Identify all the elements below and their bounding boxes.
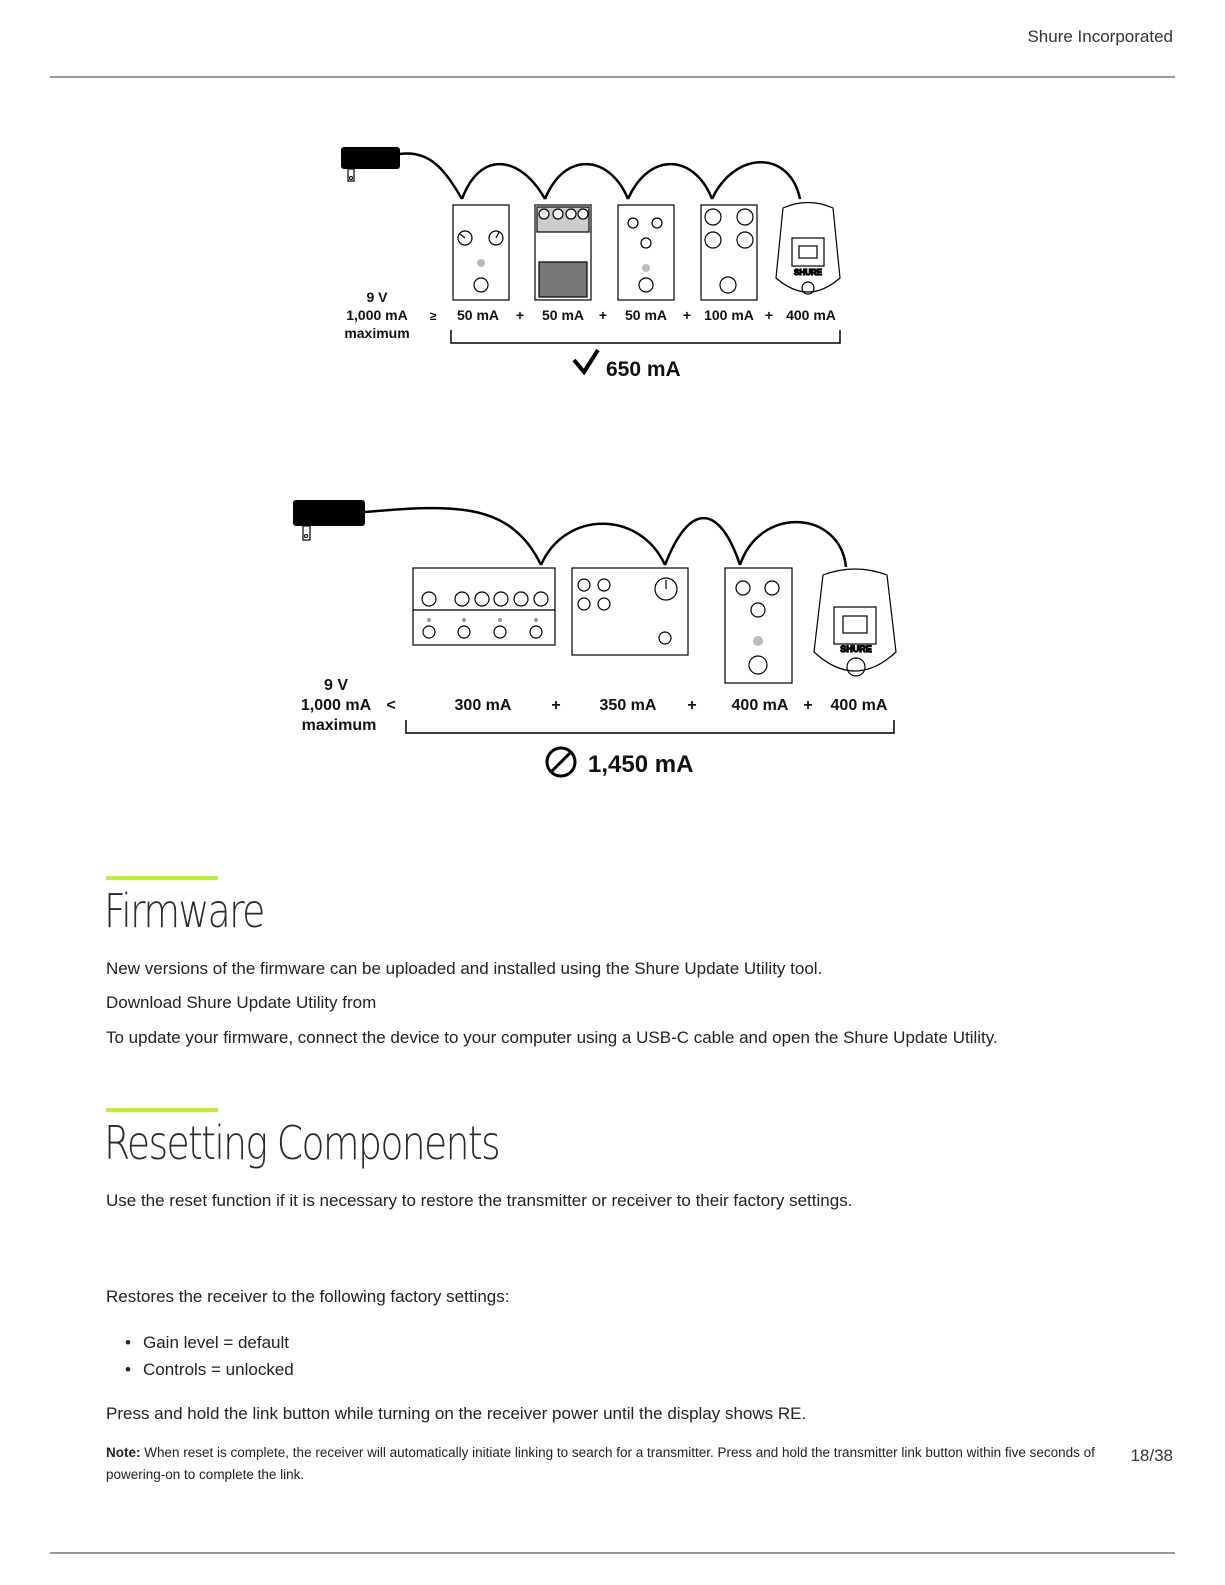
- sum-bracket: [451, 330, 840, 343]
- plus-sign: +: [515, 307, 525, 323]
- reset-heading: Resetting Components: [104, 1116, 500, 1170]
- plus-sign: +: [682, 307, 692, 323]
- supply-current: 1,000 mA: [300, 697, 372, 714]
- footer-rule: [50, 1552, 1175, 1554]
- daisy-chain-cable: [365, 508, 846, 567]
- firmware-update-instructions: To update your firmware, connect the device to your computer using a USB-C cable and open the Shure Update Utility.: [106, 1028, 998, 1047]
- header-company: Shure Incorporated: [1027, 27, 1173, 46]
- list-item: • Controls = unlocked: [125, 1360, 294, 1379]
- list-item: • Gain level = default: [125, 1333, 290, 1352]
- check-icon: [574, 350, 598, 372]
- plus-sign: +: [764, 307, 774, 323]
- load-label: 50 mA: [456, 307, 500, 323]
- load-label: 50 mA: [541, 307, 585, 323]
- pedal-icon: [701, 205, 757, 300]
- svg-text:SHURE: SHURE: [793, 268, 823, 277]
- load-label: 400 mA: [731, 697, 789, 714]
- load-label: 400 mA: [786, 307, 836, 323]
- supply-current: 1,000 mA: [346, 307, 408, 323]
- pedal-icon: [618, 205, 674, 300]
- receiver-icon: [776, 203, 840, 295]
- prohibited-icon: [547, 748, 575, 776]
- svg-text:SHURE: SHURE: [840, 644, 872, 654]
- reset-instructions: Press and hold the link button while turning on the receiver power until the display shows RE.: [106, 1404, 807, 1423]
- multi-effects-pedal-icon: [413, 568, 555, 645]
- header-rule: [50, 76, 1175, 78]
- supply-voltage: 9 V: [366, 289, 388, 305]
- power-diagram-ok: [0, 130, 1225, 390]
- load-label: 400 mA: [830, 697, 888, 714]
- section-accent-bar: [106, 876, 218, 880]
- reset-receiver-text: Restores the receiver to the following factory settings:: [106, 1287, 510, 1306]
- pedal-icon: [535, 205, 591, 300]
- power-adapter-icon: [293, 500, 365, 540]
- power-adapter-icon: [341, 147, 400, 181]
- supply-maximum: maximum: [301, 717, 377, 734]
- compare-operator: ≥: [429, 309, 437, 323]
- supply-maximum: maximum: [344, 325, 410, 341]
- plus-sign: +: [687, 697, 697, 714]
- section-accent-bar: [106, 1108, 218, 1112]
- load-label: 350 mA: [599, 697, 657, 714]
- pedal-icon: [572, 568, 688, 655]
- note: Note: When reset is complete, the receiver will automatically initiate linking to search for a transmitter. Press and hold the transmitter link button within five seconds of powering-on to complete the link.: [106, 1445, 1095, 1482]
- receiver-icon: [814, 569, 896, 676]
- firmware-download-text: Download Shure Update Utility from: [106, 993, 377, 1012]
- load-label: 100 mA: [704, 307, 754, 323]
- total-current: 1,450 mA: [588, 751, 694, 778]
- supply-voltage: 9 V: [323, 677, 349, 694]
- firmware-heading: Firmware: [104, 884, 264, 938]
- load-label: 50 mA: [624, 307, 668, 323]
- total-current: 650 mA: [606, 358, 681, 381]
- reset-intro: Use the reset function if it is necessary to restore the transmitter or receiver to their factory settings.: [106, 1191, 853, 1210]
- daisy-chain-cable: [400, 153, 800, 199]
- load-label: 300 mA: [454, 697, 512, 714]
- page-number: 18/38: [1130, 1446, 1173, 1465]
- plus-sign: +: [803, 697, 813, 714]
- plus-sign: +: [598, 307, 608, 323]
- pedal-icon: [453, 205, 509, 300]
- pedal-icon: [725, 568, 792, 683]
- plus-sign: +: [551, 697, 561, 714]
- compare-operator: <: [386, 697, 396, 714]
- power-diagram-exceeded: [0, 495, 1225, 785]
- sum-bracket: [406, 720, 894, 733]
- firmware-paragraph: New versions of the firmware can be uploaded and installed using the Shure Update Utility tool.: [106, 959, 823, 978]
